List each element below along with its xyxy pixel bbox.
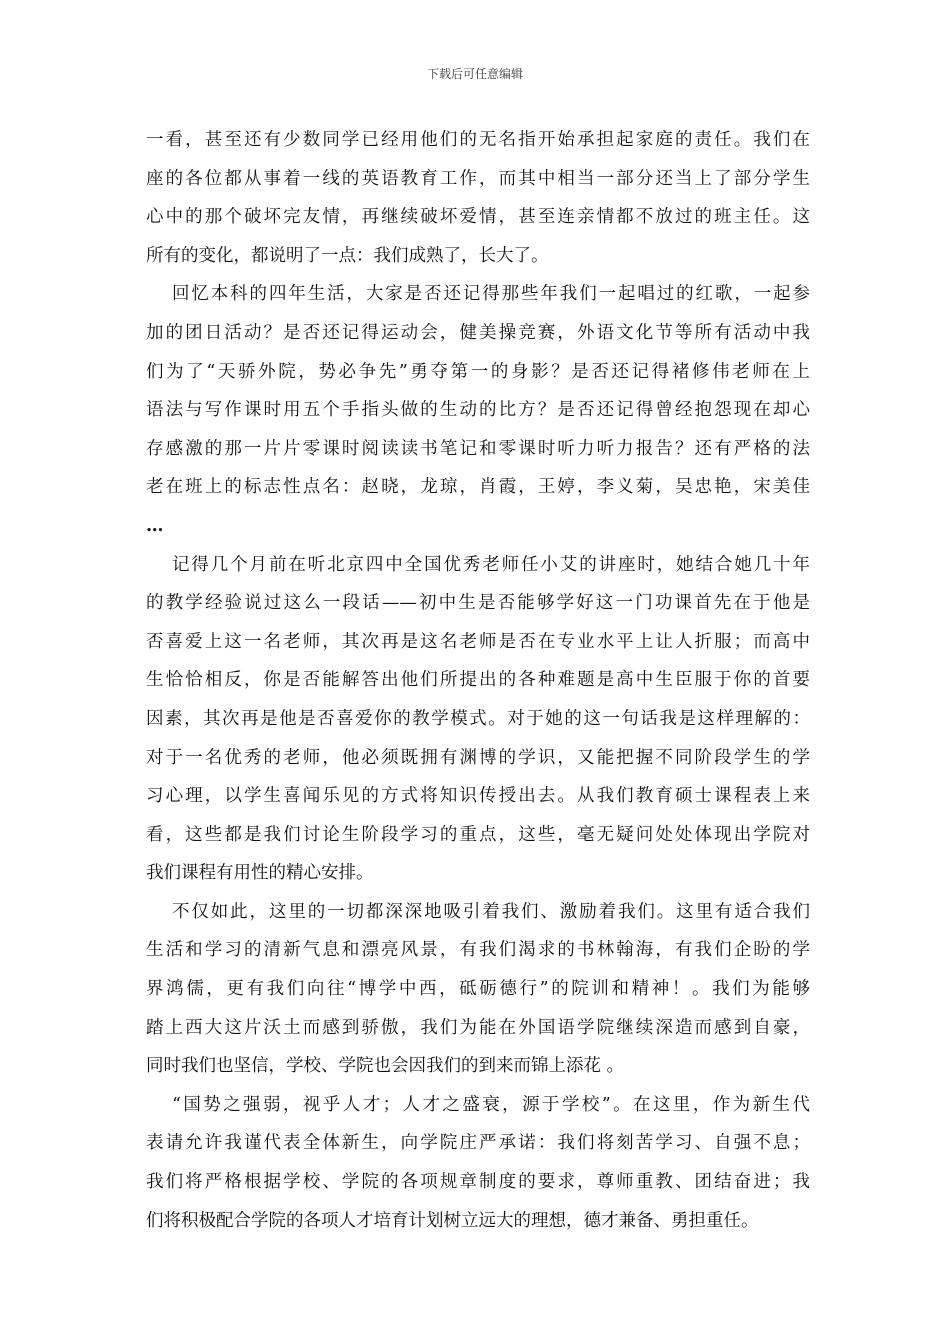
text-line: 表请允许我谨代表全体新生，向学院庄严承诺：我们将刻苦学习、自强不息； <box>146 1133 810 1154</box>
text-line: … <box>146 515 164 536</box>
text-line: 存感激的那一片片零课时阅读读书笔记和零课时听力听力报告？还有严格的法 <box>146 438 810 459</box>
text-line: 回忆本科的四年生活，大家是否还记得那些年我们一起唱过的红歌，一起参 <box>172 284 810 305</box>
text-line: 生活和学习的清新气息和漂亮风景，有我们渴求的书林翰海，有我们企盼的学 <box>146 940 810 961</box>
document-body <box>146 121 810 1240</box>
text-line: 踏上西大这片沃土而感到骄傲，我们为能在外国语学院继续深造而感到自豪， <box>146 1017 810 1038</box>
text-line: 我们课程有用性的精心安排。 <box>146 863 374 884</box>
text-line: 语法与写作课时用五个手指头做的生动的比方？是否还记得曾经抱怨现在却心 <box>146 400 810 421</box>
text-line: 同时我们也坚信，学校、学院也会因我们的到来而锦上添花 。 <box>146 1056 625 1077</box>
text-line: 记得几个月前在听北京四中全国优秀老师任小艾的讲座时，她结合她几十年 <box>172 554 810 575</box>
text-line: 习心理，以学生喜闻乐见的方式将知识传授出去。从我们教育硕士课程表上来 <box>146 786 810 807</box>
text-line: 一看，甚至还有少数同学已经用他们的无名指开始承担起家庭的责任。我们在 <box>146 130 810 150</box>
text-line: 们将积极配合学院的各项人才培育计划树立远大的理想，德才兼备、勇担重任。 <box>146 1210 759 1231</box>
text-line: 界鸿儒，更有我们向往“博学中西，砥砺德行”的院训和精神！。我们为能够 <box>146 979 810 1000</box>
text-line: 不仅如此，这里的一切都深深地吸引着我们、激励着我们。这里有适合我们 <box>172 901 810 922</box>
text-line: 的教学经验说过这么一段话——初中生是否能够学好这一门功课首先在于他是 <box>146 593 810 614</box>
text-line: 所有的变化，都说明了一点：我们成熟了，长大了。 <box>146 245 549 266</box>
download-note: 下载后可任意编辑 <box>426 67 523 81</box>
text-line: 老在班上的标志性点名：赵晓，龙琼，肖霞，王婷，李义菊，吴忠艳，宋美佳 <box>146 477 810 498</box>
text-line: 我们将严格根据学校、学院的各项规章制度的要求，尊师重教、团结奋进；我 <box>146 1172 810 1193</box>
text-line: 生恰恰相反，你是否能解答出他们所提出的各种难题是高中生臣服于你的首要 <box>146 670 810 691</box>
text-line: 对于一名优秀的老师，他必须既拥有渊博的学识，又能把握不同阶段学生的学 <box>146 747 810 768</box>
text-line: 因素，其次再是他是否喜爱你的教学模式。对于她的这一句话我是这样理解的： <box>146 708 810 729</box>
text-line: 们为了“天骄外院，势必争先”勇夺第一的身影？是否还记得褚修伟老师在上 <box>146 361 810 382</box>
text-line: 否喜爱上这一名老师，其次再是这名老师是否在专业水平上让人折服；而高中 <box>146 631 810 652</box>
text-line: 心中的那个破坏完友情，再继续破坏爱情，甚至连亲情都不放过的班主任。这 <box>146 207 810 228</box>
text-line: 看，这些都是我们讨论生阶段学习的重点，这些，毫无疑问处处体现出学院对 <box>146 824 810 845</box>
text-line: 座的各位都从事着一线的英语教育工作，而其中相当一部分还当上了部分学生 <box>146 168 810 189</box>
text-line: “国势之强弱，视乎人才；人才之盛衰，源于学校”。在这里，作为新生代 <box>172 1094 810 1115</box>
text-line: 加的团日活动？是否还记得运动会，健美操竞赛，外语文化节等所有活动中我 <box>146 322 810 343</box>
